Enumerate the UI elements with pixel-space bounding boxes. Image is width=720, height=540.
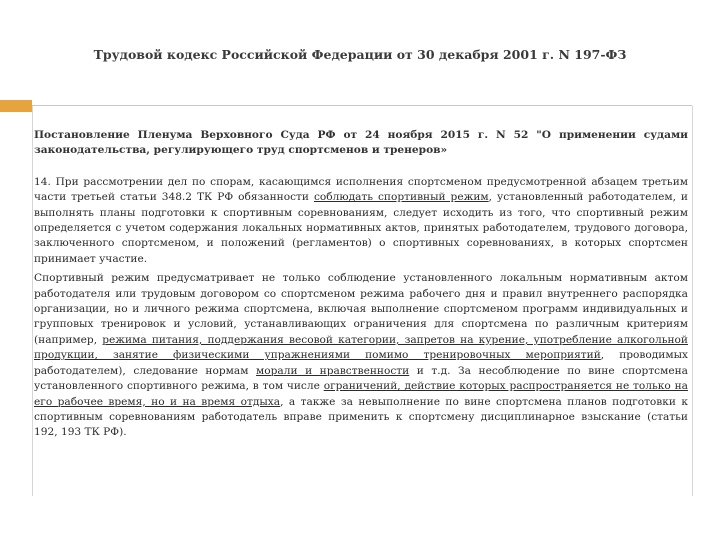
p2-text-a: Спортивный режим предусматривает не только соблюдение установленного локальным нормативным актом работодателя или трудовым договором со спортсменом режима рабочего дня и правил внутреннего распорядка организации, но и личного режима спортсмена, включая выполнение спортсменом программ индивидуальных и групповых тренировок и условий, устанавливающих ограничения для спортсмена по различным критериям (например, [34, 272, 688, 346]
p2-text-c: и т.д. За несоблюдение по вине спортсмена установленного спортивного режима, в том числе [34, 364, 688, 393]
p1-text-b: , установленный работодателем, и выполнять планы подготовки к спортивным соревнованиям, следует исходить из того, что спортивный режим определяется с учетом содержания локальных нормативных актов, принятых работодателем, трудового договора, заключенного спортсменом, и положений (регламентов) о спортивных соревнованиях, в которых спортсмен принимает участие. [34, 191, 688, 265]
p2-text-d: , а также за невыполнение по вине спортсмена планов подготовки к спортивным соревнованиям работодатель вправе применить к спортсмену дисциплинарное взыскание (статьи 192, 193 ТК РФ). [34, 395, 688, 439]
resolution-heading: Постановление Пленума Верховного Суда РФ от 24 ноября 2015 г. N 52 "О применении судами законодательства, регулирующего труд спортсменов и тренеров» [34, 129, 688, 157]
content-border-left [32, 106, 33, 496]
p2-underline-2: морали и нравственности [256, 364, 410, 377]
slide-title: Трудовой кодекс Российской Федерации от 30 декабря 2001 г. N 197-ФЗ [93, 47, 627, 62]
p2-text-b: , проводимых работодателем), следование нормам [34, 349, 689, 377]
accent-bar [0, 100, 32, 112]
header-divider [32, 105, 692, 106]
paragraph-14 [34, 175, 688, 267]
paragraph-sport-regime [34, 271, 688, 440]
p2-underline-3: ограничений, действие которых распространяется не только на его рабочее время, но и на время отдыха [34, 380, 688, 408]
p1-text-a: 14. При рассмотрении дел по спорам, касающимся исполнения спортсменом предусмотренной абзацем третьим части третьей статьи 348.2 ТК РФ обязанности [34, 175, 688, 204]
slide-content [34, 128, 688, 441]
content-border-right [692, 106, 693, 496]
p2-underline-1: режима питания, поддержания весовой категории, запретов на курение, употребление алкогольной продукции, занятие физическими упражнениями помимо тренировочных мероприятий [34, 333, 688, 362]
p1-underline-1: соблюдать спортивный режим [313, 191, 489, 204]
